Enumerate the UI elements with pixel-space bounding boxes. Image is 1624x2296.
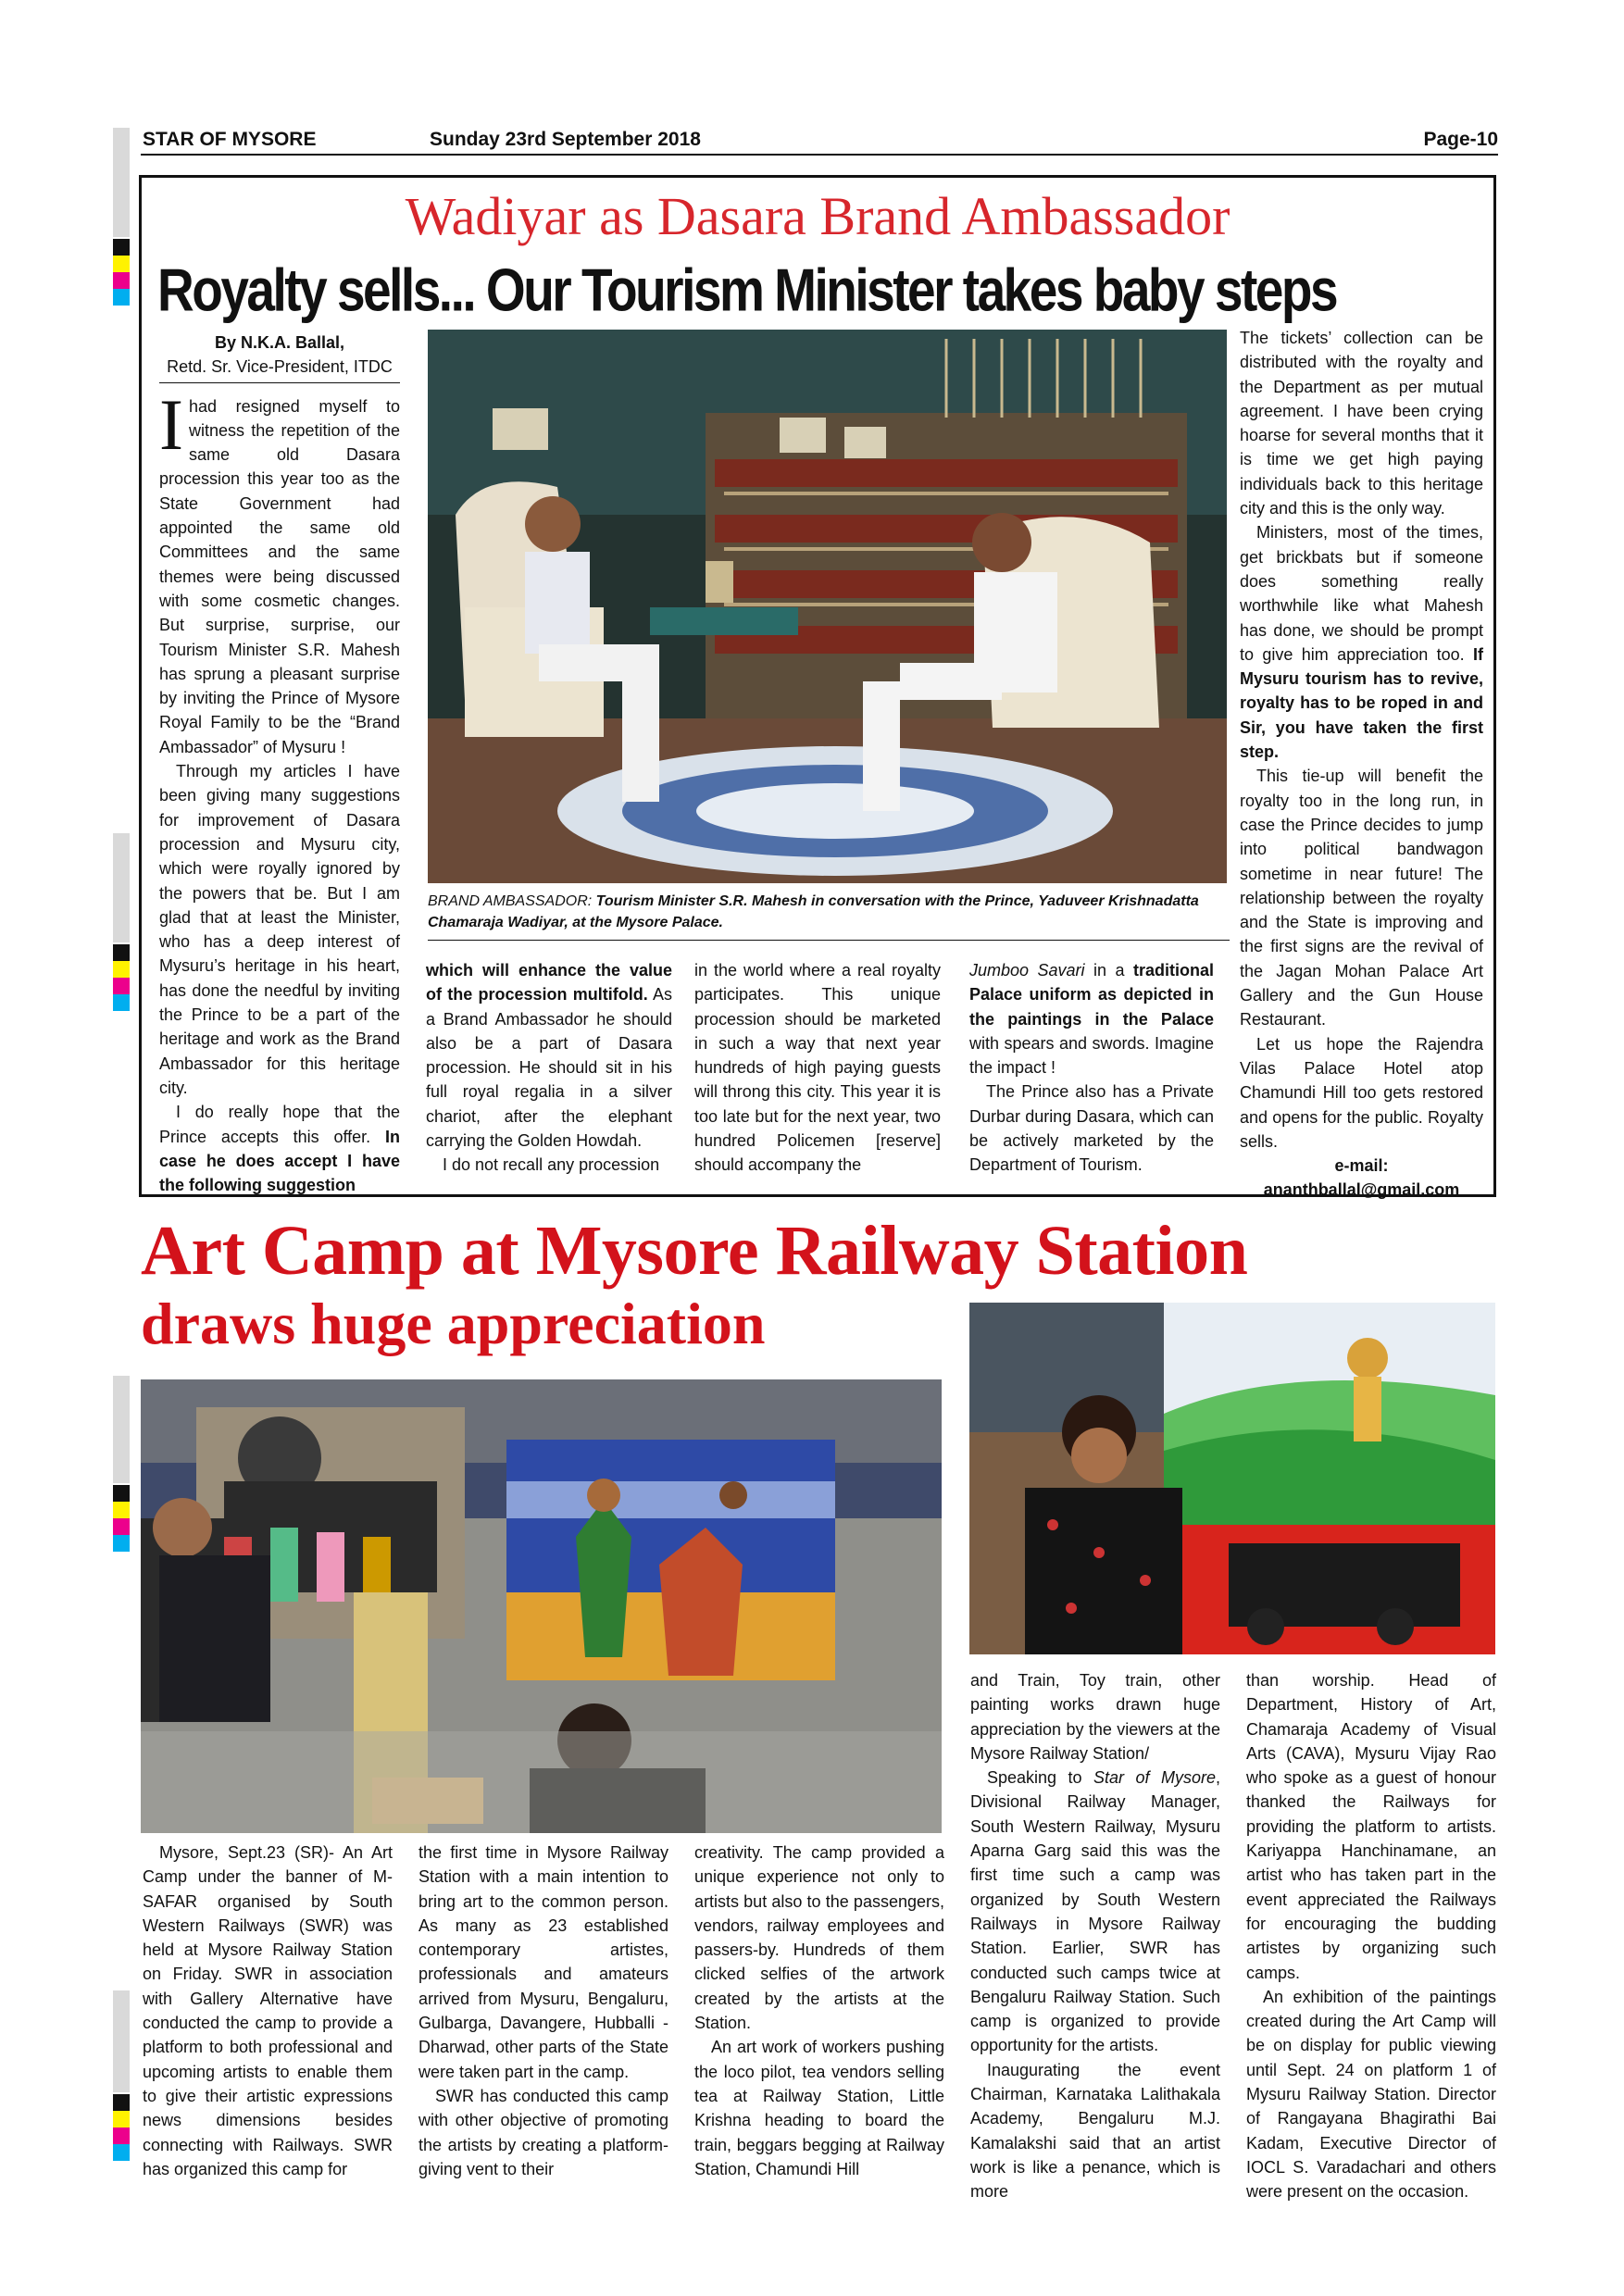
caption-text: Tourism Minister S.R. Mahesh in conversation with the Prince, Yaduveer Krishnadatta Chamaraja Wadiyar, at the Mysore Palace.: [428, 893, 1199, 930]
story2-column-3: [694, 1841, 944, 2181]
bold-text: which will enhance the value of the procession multifold.: [426, 961, 672, 1004]
registration-magenta: [113, 1518, 130, 1535]
paragraph: creativity. The camp provided a unique experience not only to artists but also to the passengers, vendors, railway employees and passers-by. Hundreds of them clicked selfies of the artwork created by the artists at the Station.: [694, 1843, 944, 2033]
email-label: e-mail:: [1334, 1156, 1389, 1176]
story1-column-2: [426, 958, 672, 1178]
email-address[interactable]: ananthballal@gmail.com: [1263, 1180, 1460, 1200]
registration-bar: [113, 833, 130, 942]
registration-yellow: [113, 1502, 130, 1518]
paragraph: in the world where a real royalty participates. This unique procession should be marketed in such a way that next year hundreds of high paying guests will throng this city. This year it is too late but for the next year, two hundred Policemen [reserve] should accompany the: [694, 961, 941, 1175]
registration-black: [113, 1485, 130, 1502]
byline: By N.K.A. Ballal,: [214, 333, 345, 352]
caption-rule: [428, 940, 1230, 941]
headline: Royalty sells... Our Tourism Minister takes baby steps: [157, 256, 1337, 324]
registration-magenta: [113, 978, 130, 994]
bold-text: If Mysuru tourism has to revive, royalty has to be roped in and Sir, you have taken the first step.: [1240, 644, 1483, 762]
paragraph: Let us hope the Rajendra Vilas Palace Hotel atop Chamundi Hill too gets restored and opens for the public. Royalty sells.: [1240, 1034, 1483, 1151]
photo-artist-with-train-painting: [969, 1303, 1495, 1654]
paragraph: Mysore, Sept.23 (SR)- An Art Camp under the banner of M- SAFAR organised by South Western Railways (SWR) was held at Mysore Railway Station on Friday. SWR in association with Gallery Alternative have conducted the camp to provide a platform to both professional and upcoming artists to enable them to give their artistic expressions news dimensions besides connecting with Railways. SWR has organized this camp for: [143, 1843, 393, 2178]
registration-black: [113, 2094, 130, 2111]
paragraph: Through my articles I have been giving many suggestions for improvement of Dasara procession and Mysuru city, which were royally ignored by the powers that be. But I am glad that at least the Minister, who has a deep interest of Mysuru’s heritage in his heart, has done the needful by inviting the Prince to be a part of the heritage and work as the Brand Ambassador for this heritage city.: [159, 762, 400, 1097]
art-camp-subheadline: draws huge appreciation: [141, 1291, 766, 1356]
drop-cap: I: [159, 383, 183, 465]
paragraph: I do not recall any procession: [443, 1155, 660, 1175]
issue-date: Sunday 23rd September 2018: [430, 129, 701, 150]
bold-text: traditional Palace uniform as depicted in the paintings in the Palace: [969, 961, 1214, 1029]
photo-minister-and-prince: [428, 330, 1227, 883]
story1-column-1: [159, 331, 400, 1197]
paragraph: An art work of workers pushing the loco pilot, tea vendors selling tea at Railway Station, Little Krishna heading to board the train, beggars begging at Railway Station, Chamundi Hill: [694, 2038, 944, 2178]
registration-bar: [113, 1990, 130, 2092]
registration-cyan: [113, 1535, 130, 1552]
paragraph: Inaugurating the event Chairman, Karnataka Lalithakala Academy, Bengaluru M.J. Kamalakshi said that an artist work is like a penance, which is more: [970, 2060, 1220, 2202]
registration-bar: [113, 128, 130, 237]
photo-artists-painting: [141, 1379, 942, 1833]
story1-column-3: [694, 958, 941, 1178]
registration-magenta: [113, 2128, 130, 2144]
italic-text: Star of Mysore: [1093, 1768, 1216, 1788]
italic-text: Jumboo Savari: [969, 961, 1085, 980]
paragraph: SWR has conducted this camp with other objective of promoting the artists by creating a platform-giving vent to their: [418, 2086, 668, 2178]
paragraph: and Train, Toy train, other painting works drawn huge appreciation by the viewers at the Mysore Railway Station/: [970, 1671, 1220, 1763]
art-camp-headline: Art Camp at Mysore Railway Station: [141, 1212, 1248, 1290]
byline-rule: [159, 382, 400, 383]
registration-cyan: [113, 2144, 130, 2161]
page-number: Page-10: [1423, 129, 1498, 150]
kicker: Wadiyar as Dasara Brand Ambassador: [405, 186, 1230, 246]
story1-column-5: [1240, 326, 1483, 1203]
paragraph: An exhibition of the paintings created during the Art Camp will be on display for public viewing until Sept. 24 on platform 1 of Mysuru Railway Station. Director of Rangayana Bhagirathi Bai Kadam, Executive Director of IOCL S. Varadachari and others were present on the occasion.: [1246, 1987, 1496, 2202]
registration-magenta: [113, 272, 130, 289]
registration-cyan: [113, 994, 130, 1011]
bold-text: In case he does accept I have the following suggestion: [159, 1127, 400, 1195]
header-rule: [141, 154, 1498, 156]
registration-bar: [113, 1376, 130, 1483]
paragraph: This tie-up will benefit the royalty too in the long run, in case the Prince decides to jump into political bandwagon sometime in near future! The relationship between the royalty and the State is improving and the first signs are the revival of the Jagan Mohan Palace Art Gallery and the Gun House Restaurant.: [1240, 767, 1483, 1029]
story2-column-5: [1246, 1668, 1496, 2204]
registration-yellow: [113, 2111, 130, 2128]
story2-column-2: [418, 1841, 668, 2181]
photo-illustration: [969, 1303, 1495, 1654]
photo-illustration: [428, 330, 1227, 883]
paragraph: As a Brand Ambassador he should also be a part of Dasara procession. He should sit in his full royal regalia in a silver chariot, after the elephant carrying the Golden Howdah.: [426, 985, 672, 1151]
story1-column-4: Jumboo Savari in a traditional Palace uniform as depicted in the paintings in the Palace with spears and swords. Imagine the impact ! The Prince also has a Private Durbar during Dasara, which can be actively marketed by the Department of Tourism.: [969, 958, 1214, 1178]
registration-cyan: [113, 289, 130, 306]
paragraph: The tickets’ collection can be distributed with the royalty and the Department as per mutual agreement. I have been crying hoarse for several months that it is time we get high paying individuals back to this heritage city and this is the only way.: [1240, 329, 1483, 518]
registration-yellow: [113, 256, 130, 272]
registration-yellow: [113, 961, 130, 978]
paragraph: I do really hope that the Prince accepts this offer.: [159, 1103, 400, 1146]
paragraph: The Prince also has a Private Durbar during Dasara, which can be actively marketed by the Department of Tourism.: [969, 1082, 1214, 1175]
byline-role: Retd. Sr. Vice-President, ITDC: [167, 357, 393, 377]
paragraph: than worship. Head of Department, History of Art, Chamaraja Academy of Visual Arts (CAVA), Mysuru Vijay Rao who spoke as a guest of honour thanked the Railways for providing the platform to artists. Kariyappa Hanchinamane, an artist who has taken part in the event appreciated the Railways for encouraging the budding artistes by organizing such camps.: [1246, 1671, 1496, 1982]
photo-illustration: [141, 1379, 942, 1833]
registration-black: [113, 944, 130, 961]
story2-column-4: and Train, Toy train, other painting works drawn huge appreciation by the viewers at the Mysore Railway Station/ Speaking to Star of Mysore, Divisional Railway Manager, South Western Railway, Mysuru Aparna Garg said this was the first time such a camp was organized by South Western Railways in Mysore Railway Station. Earlier, SWR has conducted such camps twice at Bengaluru Railway Station. Such camp is organized to provide opportunity for the artists. Inaugurating the event Chairman, Karnataka Lalithakala Academy, Bengaluru M.J. Kamalakshi said that an artist work is like a penance, which is more: [970, 1668, 1220, 2204]
paragraph: had resigned myself to witness the repetition of the same old Dasara procession this year too as the State Government had appointed the same old Committees and the same themes were being discussed with some cosmetic changes. But surprise, surprise, our Tourism Minister S.R. Mahesh has sprung a pleasant surprise by inviting the Prince of Mysore Royal Family to be the “Brand Ambassador” of Mysuru !: [159, 396, 400, 756]
paragraph: Ministers, most of the times, get brickbats but if someone does something really worthwhile like what Mahesh has done, we should be prompt to give him appreciation too.: [1240, 523, 1483, 664]
paper-name: STAR OF MYSORE: [143, 129, 317, 150]
photo-caption: [428, 891, 1230, 933]
paragraph: the first time in Mysore Railway Station with a main intention to bring art to the common person. As many as 23 established contemporary artistes, professionals and amateurs arrived from Mysuru, Bengaluru, Gulbarga, Davangere, Hubballi -Dharwad, other parts of the State were taken part in the camp.: [418, 1843, 668, 2081]
registration-black: [113, 239, 130, 256]
caption-lead: BRAND AMBASSADOR:: [428, 893, 596, 909]
story2-column-1: [143, 1841, 393, 2181]
